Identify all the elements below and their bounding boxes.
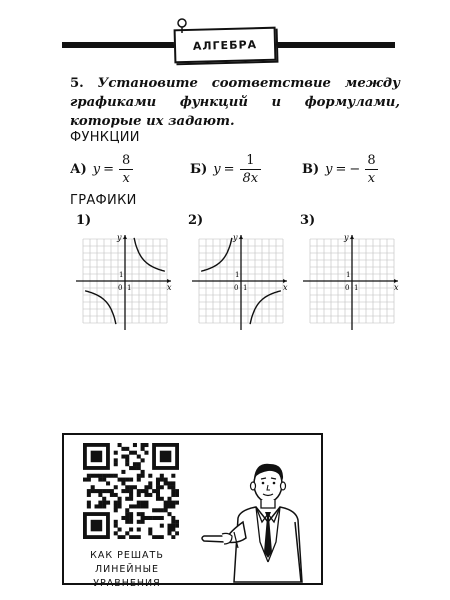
fraction	[240, 153, 262, 186]
qr-module	[133, 466, 137, 470]
qr-module	[156, 493, 160, 497]
qr-module	[167, 501, 171, 505]
qr-module	[141, 470, 145, 474]
qr-module	[137, 512, 141, 516]
qr-module	[114, 474, 118, 478]
qr-module	[160, 497, 164, 501]
qr-module	[118, 501, 122, 505]
qr-module	[91, 489, 95, 493]
qr-module	[133, 535, 137, 539]
qr-module	[141, 447, 145, 451]
qr-module	[171, 524, 175, 528]
qr-module	[137, 474, 141, 478]
header-rule-left	[62, 42, 176, 48]
y-axis-label: y	[117, 233, 122, 242]
qr-module	[144, 485, 148, 489]
qr-module	[87, 474, 91, 478]
qr-module	[129, 497, 133, 501]
graphs-heading: ГРАФИКИ	[70, 193, 137, 208]
qr-module	[164, 478, 168, 482]
qr-module	[125, 485, 129, 489]
qr-module	[148, 474, 152, 478]
qr-module	[137, 520, 141, 524]
qr-module	[156, 481, 160, 485]
qr-module	[137, 478, 141, 482]
qr-module	[102, 497, 106, 501]
formula-variable: y	[92, 162, 101, 177]
qr-module	[171, 485, 175, 489]
qr-module	[106, 501, 110, 505]
qr-module	[171, 481, 175, 485]
qr-module	[114, 504, 118, 508]
task-statement	[70, 74, 400, 131]
qr-module	[137, 466, 141, 470]
qr-module	[125, 462, 129, 466]
qr-module	[83, 478, 87, 482]
qr-module	[160, 485, 164, 489]
qr-module	[121, 478, 125, 482]
qr-module	[144, 504, 148, 508]
qr-module	[114, 451, 118, 455]
formula-variable: y	[213, 162, 221, 177]
pushpin-icon	[175, 18, 189, 34]
qr-module	[152, 508, 156, 512]
qr-module	[137, 501, 141, 505]
origin-label: 0	[234, 284, 239, 292]
equals-sign: =	[223, 162, 235, 177]
qr-finder-core	[160, 451, 172, 463]
businessman-pointing-illustration	[198, 452, 308, 584]
fraction	[119, 153, 133, 186]
qr-module	[129, 516, 133, 520]
qr-module	[129, 478, 133, 482]
qr-module	[133, 504, 137, 508]
qr-module	[167, 527, 171, 531]
qr-module	[171, 489, 175, 493]
qr-module	[141, 501, 145, 505]
qr-module	[114, 524, 118, 528]
denominator: 8x	[240, 169, 262, 186]
numerator: 8	[367, 153, 376, 168]
qr-module	[114, 485, 118, 489]
graph-2	[192, 232, 290, 330]
qr-module	[121, 516, 125, 520]
qr-code-icon[interactable]	[83, 443, 179, 539]
equals-sign: =	[103, 162, 115, 177]
qr-module	[87, 478, 91, 482]
qr-module	[141, 458, 145, 462]
qr-module	[125, 455, 129, 459]
y-unit-label: 1	[235, 271, 240, 279]
qr-module	[133, 462, 137, 466]
qr-module	[129, 512, 133, 516]
qr-module	[148, 516, 152, 520]
qr-module	[137, 489, 141, 493]
qr-module	[141, 504, 145, 508]
qr-module	[129, 485, 133, 489]
qr-module	[133, 443, 137, 447]
qr-module	[137, 535, 141, 539]
x-unit-label: 1	[127, 284, 132, 292]
qr-module	[110, 474, 114, 478]
qr-module	[114, 493, 118, 497]
qr-module	[125, 447, 129, 451]
qr-module	[156, 508, 160, 512]
qr-module	[141, 474, 145, 478]
denominator: x	[119, 169, 132, 186]
qr-module	[144, 451, 148, 455]
qr-module	[156, 489, 160, 493]
graph-label-2: 2)	[188, 213, 204, 228]
qr-module	[167, 481, 171, 485]
promo-caption-line-2: УРАВНЕНИЯ	[93, 578, 161, 589]
qr-module	[141, 516, 145, 520]
qr-module	[106, 489, 110, 493]
qr-module	[160, 535, 164, 539]
qr-module	[171, 474, 175, 478]
x-unit-label: 1	[243, 284, 248, 292]
qr-module	[164, 504, 168, 508]
qr-module	[141, 489, 145, 493]
formula-a	[70, 153, 133, 186]
qr-module	[167, 504, 171, 508]
qr-module	[133, 451, 137, 455]
formula-label: В)	[302, 162, 320, 177]
qr-module	[137, 462, 141, 466]
qr-module	[121, 470, 125, 474]
qr-module	[144, 493, 148, 497]
qr-module	[133, 485, 137, 489]
section-title: АЛГЕБРА	[192, 37, 258, 53]
qr-module	[87, 493, 91, 497]
qr-module	[91, 474, 95, 478]
qr-module	[175, 493, 179, 497]
qr-module	[118, 535, 122, 539]
qr-module	[110, 489, 114, 493]
formula-label: Б)	[190, 162, 208, 177]
numerator: 1	[246, 153, 255, 168]
formula-b	[190, 153, 261, 186]
qr-module	[160, 474, 164, 478]
qr-module	[175, 520, 179, 524]
qr-module	[171, 516, 175, 520]
y-axis-arrow	[123, 235, 127, 239]
qr-module	[114, 508, 118, 512]
qr-module	[148, 485, 152, 489]
qr-module	[95, 489, 99, 493]
qr-module	[125, 531, 129, 535]
equals-sign: =	[335, 162, 347, 177]
qr-module	[152, 516, 156, 520]
qr-module	[102, 501, 106, 505]
qr-module	[118, 478, 122, 482]
origin-label: 0	[118, 284, 123, 292]
qr-module	[148, 481, 152, 485]
qr-module	[171, 501, 175, 505]
qr-module	[160, 508, 164, 512]
qr-module	[125, 478, 129, 482]
qr-module	[87, 504, 91, 508]
qr-module	[129, 527, 133, 531]
qr-finder-core	[91, 520, 103, 532]
qr-module	[129, 451, 133, 455]
y-unit-label: 1	[119, 271, 124, 279]
fraction	[364, 153, 378, 186]
qr-module	[98, 474, 102, 478]
qr-module	[118, 527, 122, 531]
numerator: 8	[122, 153, 131, 168]
qr-module	[167, 531, 171, 535]
qr-module	[102, 489, 106, 493]
qr-module	[175, 489, 179, 493]
task-number: 5.	[70, 76, 84, 91]
task-text: Установите соответствие между графиками функций и формулами, которые их задают.	[70, 76, 400, 129]
qr-module	[137, 504, 141, 508]
qr-module	[156, 485, 160, 489]
qr-module	[171, 504, 175, 508]
promo-caption	[64, 549, 190, 591]
qr-module	[129, 504, 133, 508]
qr-module	[95, 504, 99, 508]
qr-module	[106, 474, 110, 478]
qr-module	[98, 493, 102, 497]
y-axis-label: y	[233, 233, 238, 242]
qr-module	[144, 516, 148, 520]
qr-module	[144, 443, 148, 447]
qr-module	[171, 493, 175, 497]
qr-module	[121, 535, 125, 539]
y-axis-arrow	[350, 235, 354, 239]
qr-module	[110, 493, 114, 497]
qr-module	[125, 489, 129, 493]
qr-module	[125, 458, 129, 462]
qr-finder-core	[91, 451, 103, 463]
qr-module	[137, 527, 141, 531]
qr-module	[129, 535, 133, 539]
qr-module	[121, 489, 125, 493]
qr-module	[160, 524, 164, 528]
formula-label: А)	[70, 162, 87, 177]
qr-module	[87, 501, 91, 505]
denominator: x	[365, 169, 378, 186]
qr-module	[95, 474, 99, 478]
qr-module	[106, 481, 110, 485]
qr-module	[102, 504, 106, 508]
qr-module	[129, 466, 133, 470]
formula-variable: y	[325, 162, 333, 177]
x-axis-label: x	[167, 283, 172, 292]
qr-module	[144, 501, 148, 505]
qr-module	[152, 535, 156, 539]
x-axis-label: x	[394, 283, 399, 292]
qr-module	[87, 489, 91, 493]
qr-module	[164, 501, 168, 505]
qr-module	[114, 501, 118, 505]
section-banner	[174, 27, 277, 64]
qr-module	[171, 520, 175, 524]
header-rule-right	[270, 42, 395, 48]
qr-module	[121, 447, 125, 451]
qr-module	[160, 516, 164, 520]
qr-module	[167, 497, 171, 501]
qr-module	[167, 485, 171, 489]
qr-module	[102, 478, 106, 482]
qr-module	[167, 524, 171, 528]
y-axis-label: y	[344, 233, 349, 242]
qr-module	[125, 512, 129, 516]
qr-module	[98, 504, 102, 508]
qr-module	[114, 458, 118, 462]
graph-1	[76, 232, 174, 330]
functions-heading: ФУНКЦИИ	[70, 130, 140, 145]
qr-module	[118, 443, 122, 447]
qr-module	[156, 497, 160, 501]
qr-module	[156, 535, 160, 539]
qr-module	[91, 485, 95, 489]
qr-module	[125, 508, 129, 512]
qr-module	[175, 531, 179, 535]
qr-module	[175, 501, 179, 505]
qr-module	[114, 462, 118, 466]
qr-module	[160, 478, 164, 482]
qr-module	[129, 493, 133, 497]
qr-module	[148, 527, 152, 531]
qr-module	[118, 504, 122, 508]
qr-module	[118, 497, 122, 501]
y-axis-arrow	[239, 235, 243, 239]
qr-module	[114, 520, 118, 524]
qr-module	[148, 493, 152, 497]
qr-module	[102, 474, 106, 478]
x-unit-label: 1	[354, 284, 359, 292]
qr-module	[164, 508, 168, 512]
graph-3	[303, 232, 401, 330]
qr-module	[175, 524, 179, 528]
promo-caption-line-1: КАК РЕШАТЬ ЛИНЕЙНЫЕ	[90, 550, 164, 575]
qr-module	[129, 520, 133, 524]
qr-module	[171, 535, 175, 539]
minus-sign: −	[349, 162, 361, 177]
qr-module	[129, 489, 133, 493]
qr-module	[98, 478, 102, 482]
qr-module	[137, 493, 141, 497]
qr-module	[121, 481, 125, 485]
graph-label-3: 3)	[300, 213, 316, 228]
qr-module	[167, 512, 171, 516]
qr-module	[156, 478, 160, 482]
qr-module	[164, 481, 168, 485]
qr-module	[141, 512, 145, 516]
qr-module	[125, 497, 129, 501]
qr-module	[125, 520, 129, 524]
qr-module	[125, 516, 129, 520]
graph-label-1: 1)	[76, 213, 92, 228]
qr-module	[148, 531, 152, 535]
x-axis-label: x	[283, 283, 288, 292]
qr-module	[156, 516, 160, 520]
qr-module	[137, 455, 141, 459]
qr-module	[144, 489, 148, 493]
origin-label: 0	[345, 284, 350, 292]
qr-module	[121, 455, 125, 459]
qr-module	[114, 531, 118, 535]
y-unit-label: 1	[346, 271, 351, 279]
qr-module	[98, 489, 102, 493]
qr-module	[152, 489, 156, 493]
qr-module	[171, 527, 175, 531]
qr-module	[141, 520, 145, 524]
formula-c	[302, 153, 379, 186]
qr-module	[141, 443, 145, 447]
qr-module	[98, 501, 102, 505]
